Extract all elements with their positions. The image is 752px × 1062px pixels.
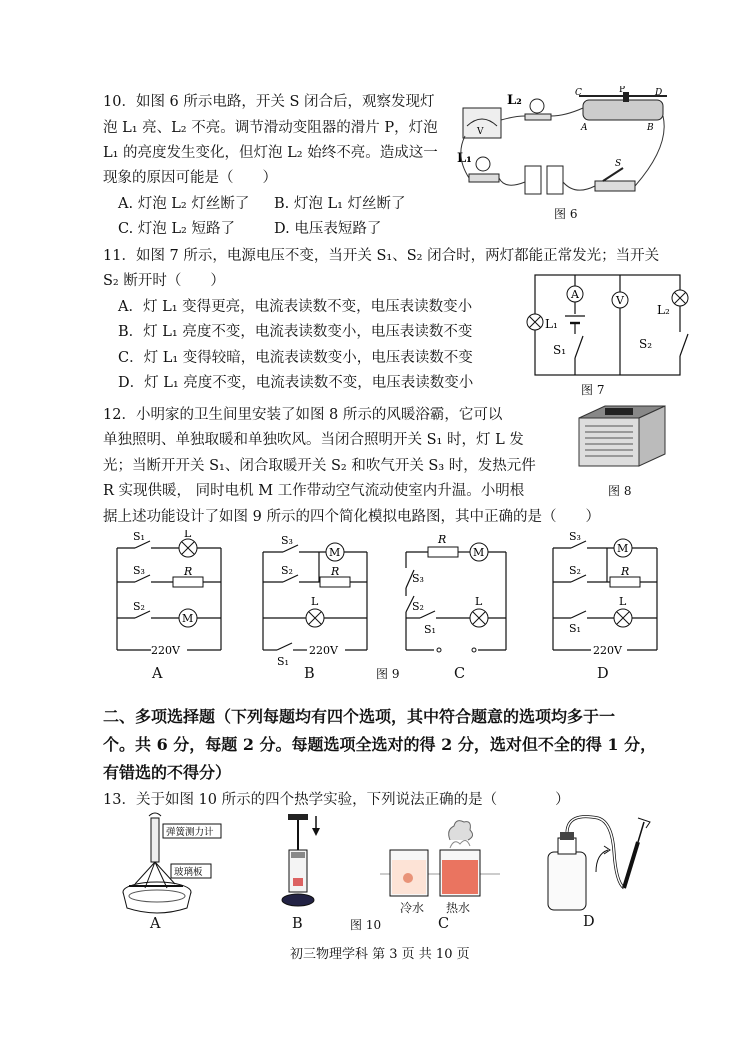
q11-option-b[interactable]: B．灯 L₁ 亮度不变，电流表读数变小，电压表读数不变: [118, 324, 473, 340]
motor-m-label: M: [473, 546, 485, 559]
hot-water-label: 热水: [446, 901, 471, 915]
q10-option-d[interactable]: D. 电压表短路了: [274, 221, 382, 237]
q10-line-1: 10．如图 6 所示电路，开关 S 闭合后，观察发现灯: [103, 94, 435, 110]
q12-line-1: 12．小明家的卫生间里安装了如图 8 所示的风暖浴霸，它可以: [103, 407, 503, 423]
figure-6-circuit: [455, 86, 675, 221]
lamp-l1-icon: [476, 157, 490, 171]
lamp-l1-label: L₁: [457, 151, 472, 166]
switch-s2-label: S₂: [281, 564, 293, 577]
air-pump-icon: [624, 842, 638, 888]
lamp-l2-label: L₂: [507, 93, 522, 108]
circuit-d: [545, 530, 670, 662]
motor-m-label: M: [182, 612, 194, 625]
experiment-a-image: [115, 812, 225, 916]
resistor-r-label: R: [331, 565, 340, 578]
glass-plate-label: 玻璃板: [174, 867, 203, 878]
q12-line-2: 单独照明、单独取暖和单独吹风。当闭合照明开关 S₁ 时，灯 L 发: [103, 432, 524, 448]
experiment-b-image: [276, 812, 336, 916]
spring-scale-icon: [151, 818, 159, 862]
q12-line-5: 据上述功能设计了如图 9 所示的四个简化模拟电路图，其中正确的是（ ）: [103, 509, 600, 525]
supply-voltage-label: 220V: [151, 644, 180, 657]
switch-s1-label: S₁: [553, 343, 567, 357]
voltmeter-label: V: [616, 294, 624, 307]
q10-option-c[interactable]: C. 灯泡 L₂ 短路了: [118, 221, 235, 237]
q11-option-a[interactable]: A．灯 L₁ 变得更亮，电流表读数不变，电压表读数变小: [118, 299, 473, 315]
switch-s1-label: S₁: [133, 530, 145, 543]
switch-s1-label: S₁: [277, 655, 289, 668]
rheostat-c-label: C: [575, 88, 582, 98]
figure-7-circuit: [525, 270, 693, 380]
resistor-r-label: R: [438, 533, 447, 546]
figure-10-caption: 图 10: [350, 918, 382, 932]
q12-line-3: 光；当断开开关 S₁、闭合取暖开关 S₂ 和吹气开关 S₃ 时，发热元件: [103, 458, 536, 474]
spring-scale-label: 弹簧测力计: [166, 827, 214, 838]
rheostat-b-label: B: [647, 123, 654, 133]
supply-voltage-label: 220V: [309, 644, 338, 657]
switch-s3-label: S₃: [569, 530, 581, 543]
q10-line-3: L₁ 的亮度发生变化，但灯泡 L₂ 始终不亮。造成这一: [103, 145, 438, 161]
steam-image: [440, 818, 480, 842]
switch-s3-label: S₃: [133, 564, 145, 577]
resistor-r-icon: [610, 577, 640, 587]
rheostat-p-label: P: [619, 86, 626, 95]
experiment-b-letter[interactable]: B: [292, 916, 303, 932]
supply-terminal-icon: [472, 648, 476, 652]
section-2-heading-line-3: 有错选的不得分）: [103, 763, 232, 782]
figure-8-caption: 图 8: [608, 484, 632, 498]
q10-line-2: 泡 L₁ 亮、L₂ 不亮。调节滑动变阻器的滑片 P，灯泡: [103, 120, 438, 136]
battery-icon: [525, 166, 541, 194]
q11-line-2: S₂ 断开时（ ）: [103, 273, 225, 289]
q11-option-c[interactable]: C．灯 L₁ 变得较暗，电流表读数变小，电压表读数不变: [118, 350, 473, 366]
section-2-heading-line-1: 二、多项选择题（下列每题均有四个选项，其中符合题意的选项均多于一: [103, 707, 616, 726]
experiment-d-image: [538, 812, 663, 912]
circuit-b-letter[interactable]: B: [304, 666, 315, 682]
switch-s2-label: S₂: [412, 600, 424, 613]
page-footer: 初三物理学科 第 3 页 共 10 页: [290, 947, 470, 962]
resistor-r-icon: [320, 577, 350, 587]
switch-icon: [595, 181, 635, 191]
lamp-l1-label: L₁: [545, 317, 558, 331]
q12-line-4: R 实现供暖， 同时电机 M 工作带动空气流动使室内升温。小明根: [103, 483, 525, 499]
cold-water-label: 冷水: [400, 901, 425, 915]
supply-terminal-icon: [437, 648, 441, 652]
switch-s2-label: S₂: [639, 337, 653, 351]
resistor-r-label: R: [621, 565, 630, 578]
experiment-c-letter[interactable]: C: [438, 916, 450, 932]
circuit-a-letter[interactable]: A: [152, 666, 163, 682]
switch-s3-label: S₃: [281, 534, 293, 547]
figure-7-caption: 图 7: [581, 383, 605, 397]
figure-6-caption: 图 6: [554, 207, 578, 221]
lamp-l-label: L: [184, 530, 192, 540]
lamp-l-label: L: [475, 595, 483, 608]
circuit-b: [255, 530, 380, 670]
lamp-l2-icon: [530, 99, 544, 113]
voltmeter-label: V: [477, 127, 484, 137]
experiment-d-letter[interactable]: D: [583, 914, 595, 930]
ammeter-label: A: [571, 288, 579, 301]
circuit-a: [103, 530, 228, 662]
figure-9-caption: 图 9: [376, 667, 400, 681]
lamp-l-label: L: [311, 595, 319, 608]
rheostat-icon: [583, 100, 663, 120]
section-2-heading-line-2: 个。共 6 分，每题 2 分。每题选项全选对的得 2 分，选对但不全的得 1 分，: [103, 735, 657, 754]
experiment-c-image: [380, 838, 500, 900]
experiment-a-letter[interactable]: A: [150, 916, 161, 932]
q13-line-1: 13．关于如图 10 所示的四个热学实验，下列说法正确的是（ ）: [103, 792, 570, 808]
q10-option-a[interactable]: A. 灯泡 L₂ 灯丝断了: [118, 196, 250, 212]
resistor-r-icon: [428, 547, 458, 557]
switch-s1-label: S₁: [569, 622, 581, 635]
circuit-c-letter[interactable]: C: [454, 666, 466, 682]
resistor-r-label: R: [184, 565, 193, 578]
motor-m-label: M: [617, 542, 629, 555]
rheostat-a-label: A: [581, 123, 588, 133]
battery-icon: [547, 166, 563, 194]
switch-s2-label: S₂: [133, 600, 145, 613]
resistor-r-icon: [173, 577, 203, 587]
switch-s1-label: S₁: [424, 623, 436, 636]
switch-s3-label: S₃: [412, 572, 424, 585]
lamp-l2-label: L₂: [657, 303, 670, 317]
supply-voltage-label: 220V: [593, 644, 622, 657]
motor-m-label: M: [329, 546, 341, 559]
q10-option-b[interactable]: B. 灯泡 L₁ 灯丝断了: [274, 196, 406, 212]
circuit-d-letter[interactable]: D: [597, 666, 609, 682]
q10-line-4: 现象的原因可能是（ ）: [103, 170, 277, 186]
down-arrow-icon: [312, 828, 320, 836]
figure-8-bath-heater-image: [575, 404, 667, 470]
glass-bottle-icon: [548, 852, 586, 910]
rheostat-d-label: D: [655, 88, 663, 98]
q11-option-d[interactable]: D．灯 L₁ 亮度不变，电流表读数不变，电压表读数变小: [118, 375, 474, 391]
switch-s2-label: S₂: [569, 564, 581, 577]
lamp-l-label: L: [619, 595, 627, 608]
circuit-c: [398, 530, 523, 662]
q11-line-1: 11．如图 7 所示，电源电压不变，当开关 S₁、S₂ 闭合时，两灯都能正常发光；当开关: [103, 248, 660, 264]
switch-s-label: S: [615, 159, 622, 169]
